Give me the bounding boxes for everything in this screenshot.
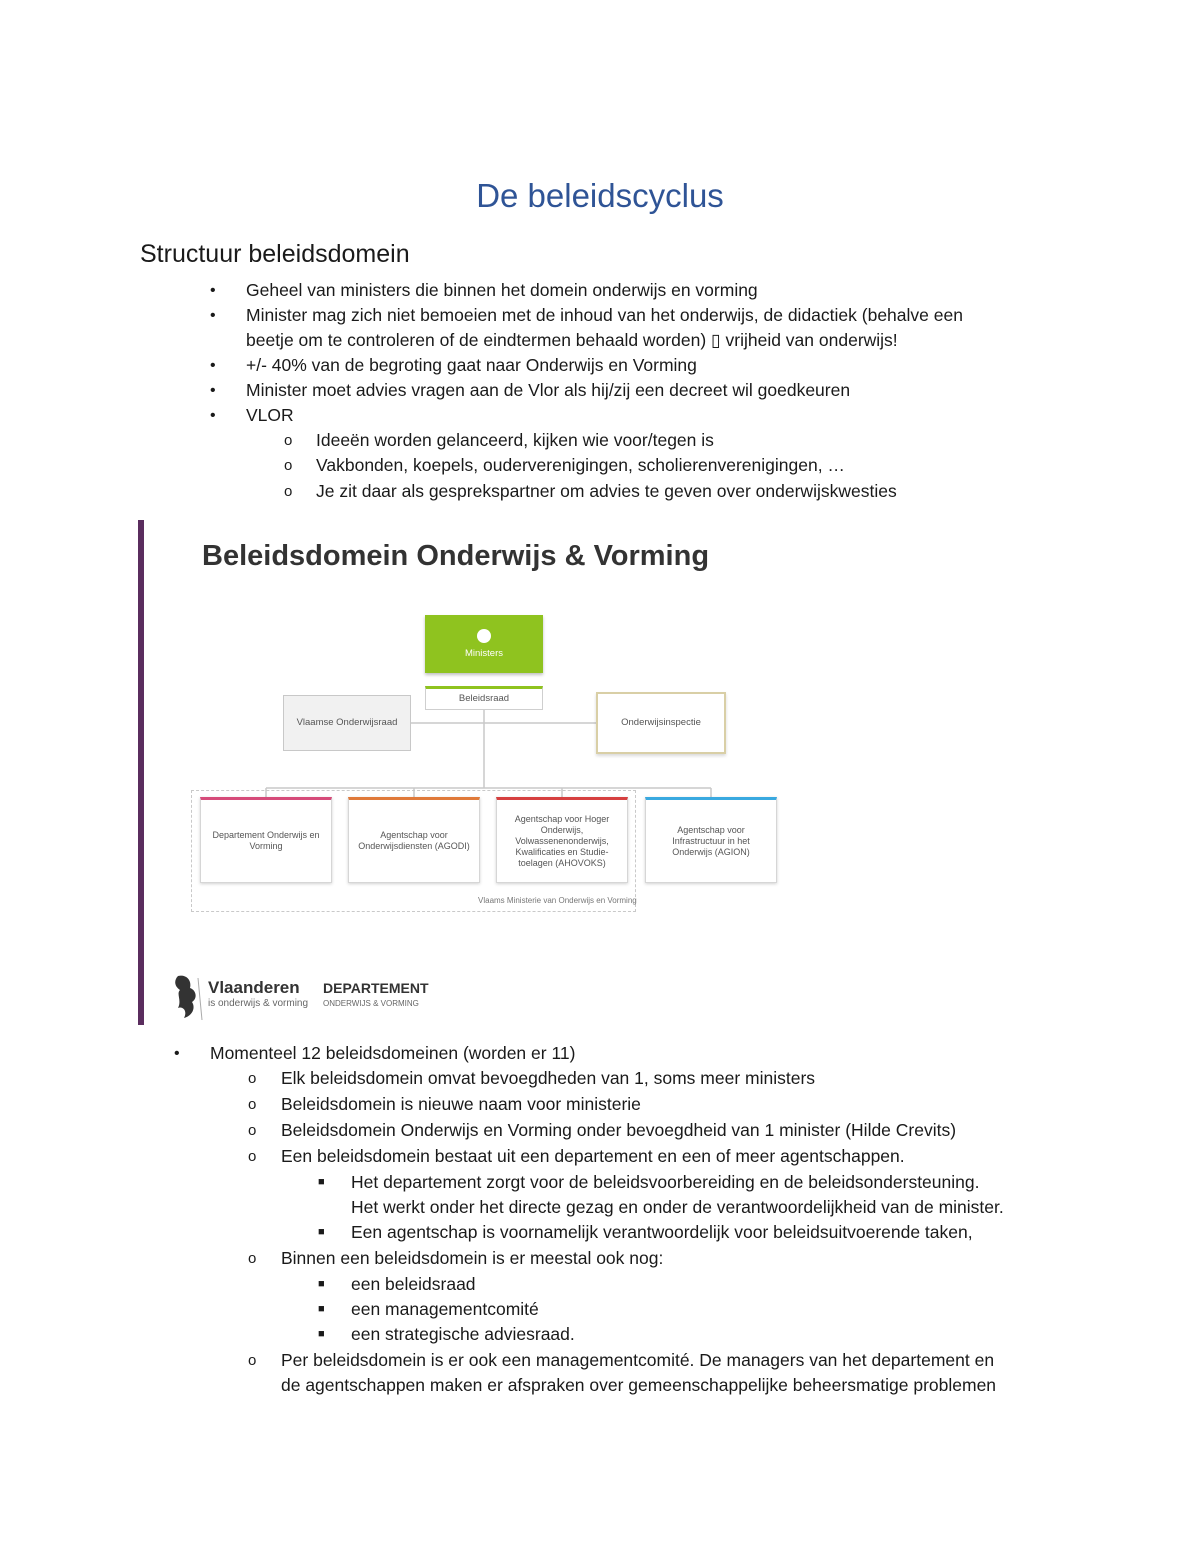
beleidsraad-label: Beleidsraad bbox=[458, 693, 510, 704]
inspectie-box bbox=[596, 692, 726, 754]
list-item: +/- 40% van de begroting gaat naar Onderwijs en Vorming bbox=[246, 355, 697, 375]
person-icon bbox=[477, 629, 491, 643]
list-item: Geheel van ministers die binnen het domein onderwijs en vorming bbox=[246, 280, 758, 300]
sub-bullet-marker: o bbox=[284, 457, 293, 474]
square-bullet-marker: ■ bbox=[318, 1303, 325, 1315]
vlor-box bbox=[283, 695, 411, 751]
ministry-label: Vlaams Ministerie van Onderwijs en Vorming bbox=[478, 896, 637, 905]
agency-box-ahovoks bbox=[496, 797, 628, 883]
sub-list-item: Beleidsdomein is nieuwe naam voor ministerie bbox=[281, 1094, 641, 1114]
agency-box-departement bbox=[200, 797, 332, 883]
sub-sub-list-item: een managementcomité bbox=[351, 1299, 539, 1319]
bullet-marker: • bbox=[210, 382, 216, 399]
sub-list-item: Binnen een beleidsdomein is er meestal ook nog: bbox=[281, 1248, 664, 1268]
list-item: Minister moet advies vragen aan de Vlor als hij/zij een decreet wil goedkeuren bbox=[246, 380, 851, 400]
list-item-continuation: beetje om te controleren of de eindtermen behaald worden) ▯ vrijheid van onderwijs! bbox=[246, 330, 898, 350]
bullet-marker: • bbox=[210, 407, 216, 424]
square-bullet-marker: ■ bbox=[318, 1176, 325, 1188]
sub-bullet-marker: o bbox=[248, 1148, 257, 1165]
bullet-marker: • bbox=[210, 307, 216, 324]
list-item: VLOR bbox=[246, 405, 294, 425]
sub-bullet-marker: o bbox=[284, 483, 293, 500]
figure-title: Beleidsdomein Onderwijs & Vorming bbox=[202, 540, 710, 572]
square-bullet-marker: ■ bbox=[318, 1278, 325, 1290]
sub-sub-list-item-continuation: Het werkt onder het directe gezag en onder de verantwoordelijkheid van de minister. bbox=[351, 1197, 1004, 1217]
vlor-label: Vlaamse Onderwijsraad bbox=[296, 717, 398, 728]
sub-bullet-marker: o bbox=[248, 1352, 257, 1369]
sub-bullet-marker: o bbox=[248, 1096, 257, 1113]
logo-tagline: is onderwijs & vorming bbox=[208, 998, 309, 1009]
sub-list-item: Beleidsdomein Onderwijs en Vorming onder bevoegdheid van 1 minister (Hilde Crevits) bbox=[281, 1120, 957, 1140]
sub-list-item: Elk beleidsdomein omvat bevoegdheden van 1, soms meer ministers bbox=[281, 1068, 816, 1088]
org-chart-figure bbox=[138, 520, 798, 1025]
sub-bullet-marker: o bbox=[248, 1250, 257, 1267]
list-item: Minister mag zich niet bemoeien met de inhoud van het onderwijs, de didactiek (behalve een bbox=[246, 305, 963, 325]
sub-sub-list-item: Een agentschap is voornamelijk verantwoordelijk voor beleidsuitvoerende taken, bbox=[351, 1222, 973, 1242]
bullet-marker: • bbox=[210, 282, 216, 299]
sub-sub-list-item: een beleidsraad bbox=[351, 1274, 476, 1294]
square-bullet-marker: ■ bbox=[318, 1328, 325, 1340]
sub-bullet-marker: o bbox=[248, 1122, 257, 1139]
agency-box-agion bbox=[645, 797, 777, 883]
department-subtitle: ONDERWIJS & VORMING bbox=[323, 999, 419, 1008]
ministers-box bbox=[425, 615, 543, 673]
document-title: De beleidscyclus bbox=[476, 177, 724, 214]
org-chart-connectors bbox=[138, 520, 798, 1025]
sub-list-item: Een beleidsdomein bestaat uit een departement en een of meer agentschappen. bbox=[281, 1146, 905, 1166]
agency-label: Agentschap voor Onderwijsdiensten (AGODI) bbox=[358, 830, 470, 851]
sub-list-item: Je zit daar als gesprekspartner om advies te geven over onderwijskwesties bbox=[316, 481, 897, 501]
agency-label: Agentschap voor Hoger Onderwijs, Volwassenenonderwijs, Kwalificaties en Studie-toelagen (AHOVOKS) bbox=[514, 813, 610, 868]
department-name: DEPARTEMENT bbox=[323, 980, 429, 996]
sub-sub-list-item: Het departement zorgt voor de beleidsvoorbereiding en de beleidsondersteuning. bbox=[351, 1172, 980, 1192]
sub-list-item-continuation: de agentschappen maken er afspraken over gemeenschappelijke beheersmatige problemen bbox=[281, 1375, 997, 1395]
sub-list-item: Per beleidsdomein is er ook een managementcomité. De managers van het departement en bbox=[281, 1350, 995, 1370]
inspectie-label: Onderwijsinspectie bbox=[621, 717, 701, 728]
ministers-label: Ministers bbox=[464, 647, 503, 659]
list-item: Momenteel 12 beleidsdomeinen (worden er 11) bbox=[210, 1043, 576, 1063]
logo-name: Vlaanderen bbox=[208, 978, 300, 997]
agency-label: Agentschap voor Infrastructuur in het Onderwijs (AGION) bbox=[672, 824, 750, 857]
agency-label: Departement Onderwijs en Vorming bbox=[212, 830, 320, 851]
sub-bullet-marker: o bbox=[284, 432, 293, 449]
lion-logo-icon bbox=[172, 972, 204, 1022]
bullet-marker: • bbox=[210, 357, 216, 374]
sub-list-item: Vakbonden, koepels, ouderverenigingen, scholierenverenigingen, … bbox=[316, 455, 845, 475]
sub-sub-list-item: een strategische adviesraad. bbox=[351, 1324, 575, 1344]
agency-box-agodi bbox=[348, 797, 480, 883]
section-heading: Structuur beleidsdomein bbox=[140, 240, 410, 268]
beleidsraad-box bbox=[425, 686, 543, 710]
square-bullet-marker: ■ bbox=[318, 1226, 325, 1238]
sub-list-item: Ideeën worden gelanceerd, kijken wie voor/tegen is bbox=[316, 430, 714, 450]
bullet-marker: • bbox=[174, 1045, 180, 1062]
sub-bullet-marker: o bbox=[248, 1070, 257, 1087]
